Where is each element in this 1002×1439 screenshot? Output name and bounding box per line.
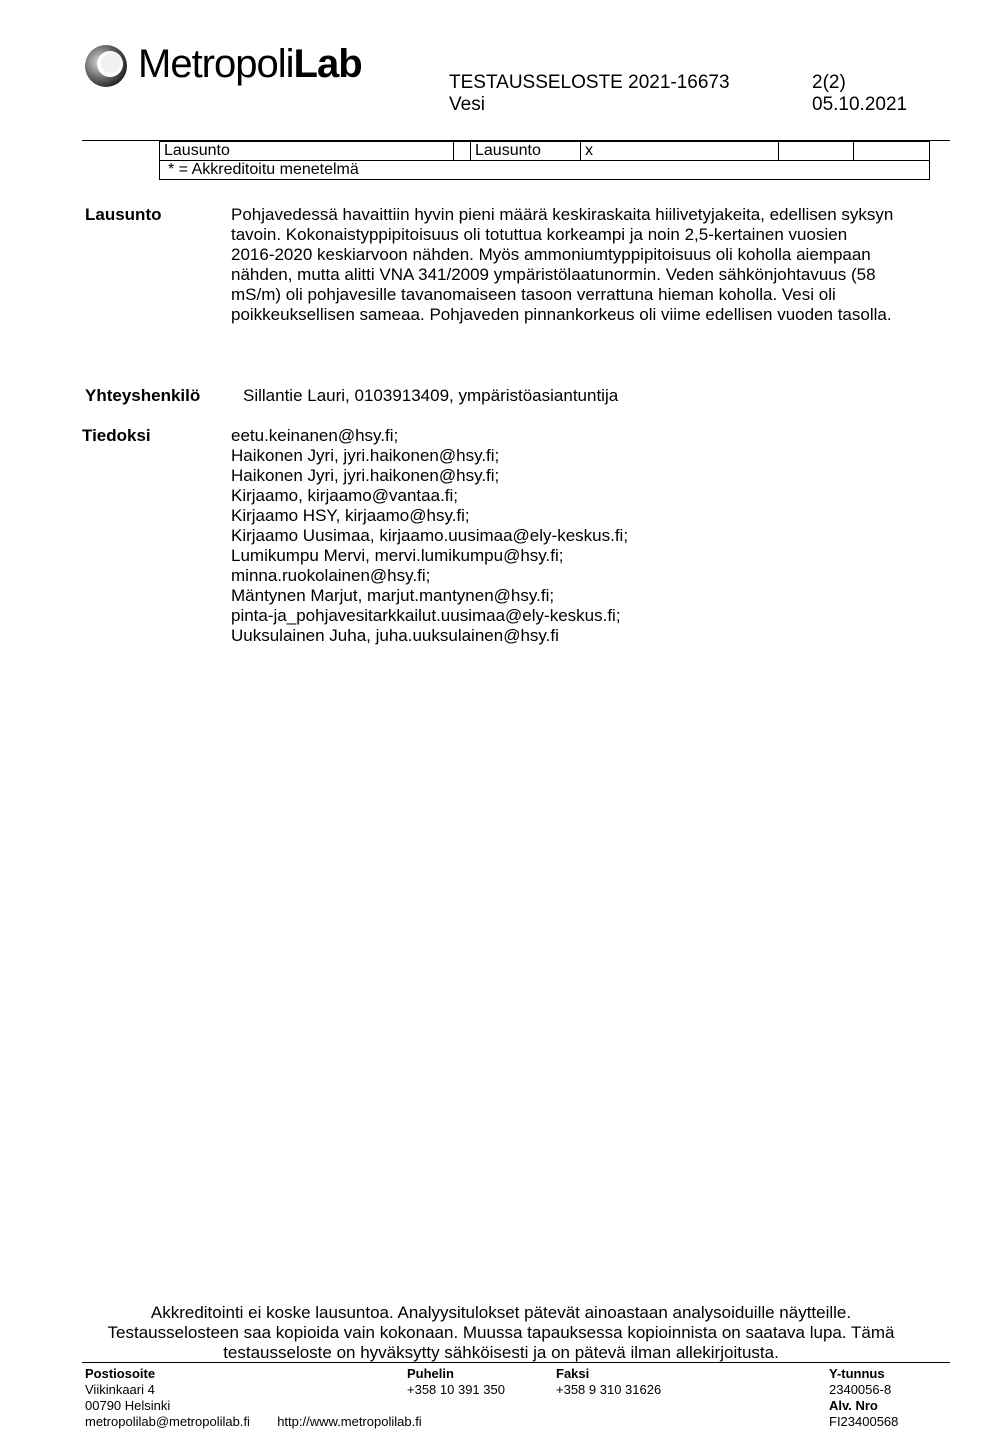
phone-label: Puhelin <box>407 1366 454 1381</box>
table-cell <box>779 142 854 161</box>
statement-line: 2016-2020 keskiarvoon nähden. Myös ammoniumtyppipitoisuus oli koholla aiempaan <box>231 245 871 264</box>
disclaimer-line: Testausselosteen saa kopioida vain kokonaan. Muussa tapauksessa kopioinnista on saatava lupa. Tämä <box>107 1323 895 1342</box>
list-item: Haikonen Jyri, jyri.haikonen@hsy.fi; <box>231 466 500 485</box>
vat-number: FI23400568 <box>829 1414 899 1429</box>
business-id-label: Y-tunnus <box>829 1366 885 1381</box>
table-cell: x <box>581 142 779 161</box>
list-item: Haikonen Jyri, jyri.haikonen@hsy.fi; <box>231 446 500 465</box>
list-item: Lumikumpu Mervi, mervi.lumikumpu@hsy.fi; <box>231 546 564 565</box>
list-item: minna.ruokolainen@hsy.fi; <box>231 566 431 585</box>
table-row <box>160 142 930 161</box>
footer-address <box>85 1366 422 1430</box>
statement-line: mS/m) oli pohjavesille tavanomaiseen tasoon verrattuna hieman koholla. Vesi oli <box>231 285 836 304</box>
list-item: eetu.keinanen@hsy.fi; <box>231 426 399 445</box>
footer-phone <box>407 1366 505 1398</box>
statement-line: poikkeuksellisen sameaa. Pohjaveden pinnankorkeus oli viime edellisen vuoden tasolla. <box>231 305 892 324</box>
accreditation-note: * = Akkreditoitu menetelmä <box>160 161 930 180</box>
footer-disclaimer <box>0 1303 1002 1363</box>
table-cell: Lausunto <box>160 142 454 161</box>
statement-line: Pohjavedessä havaittiin hyvin pieni määrä keskiraskaita hiilivetyjakeita, edellisen syksyn <box>231 205 894 224</box>
results-table-tail <box>159 141 930 180</box>
list-item: Uuksulainen Juha, juha.uuksulainen@hsy.fi <box>231 626 559 645</box>
list-item: Kirjaamo, kirjaamo@vantaa.fi; <box>231 486 459 505</box>
page-number: 2(2) <box>812 72 846 93</box>
report-date: 05.10.2021 <box>812 94 908 115</box>
vat-label: Alv. Nro <box>829 1398 878 1413</box>
cc-label: Tiedoksi <box>82 426 151 445</box>
address-label: Postiosoite <box>85 1366 156 1381</box>
contact-value: Sillantie Lauri, 0103913409, ympäristöasiantuntija <box>243 386 619 405</box>
business-id: 2340056-8 <box>829 1382 892 1397</box>
report-title: TESTAUSSELOSTE 2021-16673 <box>449 72 730 93</box>
table-row <box>160 161 930 180</box>
cc-list <box>231 426 628 646</box>
footer-rule <box>82 1362 950 1363</box>
footer-email: metropolilab@metropolilab.fi <box>85 1414 250 1429</box>
footer-ids <box>829 1366 898 1430</box>
disclaimer-line: testausseloste on hyväksytty sähköisesti ja on pätevä ilman allekirjoitusta. <box>223 1343 779 1362</box>
report-subtitle: Vesi <box>449 94 485 115</box>
table-cell <box>454 142 471 161</box>
table-cell: Lausunto <box>471 142 581 161</box>
fax-value: +358 9 310 31626 <box>556 1382 662 1397</box>
table-cell <box>854 142 930 161</box>
footer-fax <box>556 1366 661 1398</box>
metropolilab-logo <box>84 42 362 94</box>
contact-label: Yhteyshenkilö <box>85 386 201 405</box>
postal: 00790 Helsinki <box>85 1398 171 1413</box>
phone-value: +358 10 391 350 <box>407 1382 505 1397</box>
list-item: pinta-ja_pohjavesitarkkailut.uusimaa@ely-keskus.fi; <box>231 606 621 625</box>
statement-text <box>231 205 931 325</box>
logo-mark-icon <box>84 44 128 88</box>
list-item: Kirjaamo Uusimaa, kirjaamo.uusimaa@ely-keskus.fi; <box>231 526 629 545</box>
footer-website: http://www.metropolilab.fi <box>277 1414 422 1429</box>
fax-label: Faksi <box>556 1366 590 1381</box>
statement-line: nähden, mutta alitti VNA 341/2009 ympäristölaatunormin. Veden sähkönjohtavuus (58 <box>231 265 876 284</box>
disclaimer-line: Akkreditointi ei koske lausuntoa. Analyysitulokset pätevät ainoastaan analysoiduille näytteille. <box>150 1303 852 1322</box>
list-item: Mäntynen Marjut, marjut.mantynen@hsy.fi; <box>231 586 555 605</box>
logo-wordmark: MetropoliLab <box>138 42 362 86</box>
street: Viikinkaari 4 <box>85 1382 155 1397</box>
statement-label: Lausunto <box>85 205 162 224</box>
list-item: Kirjaamo HSY, kirjaamo@hsy.fi; <box>231 506 470 525</box>
statement-line: tavoin. Kokonaistyppipitoisuus oli totuttua korkeampi ja noin 2,5-kertainen vuosien <box>231 225 848 244</box>
